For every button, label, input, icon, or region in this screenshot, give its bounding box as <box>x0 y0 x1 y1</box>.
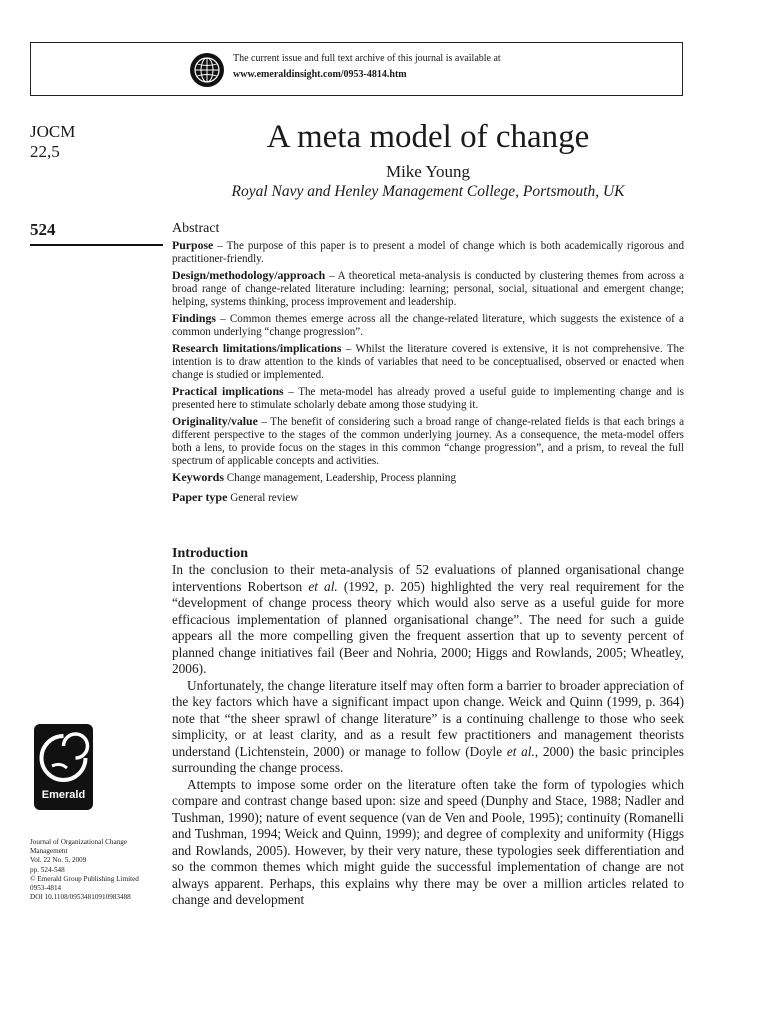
abstract-limitations-label: Research limitations/implications <box>172 341 342 355</box>
abstract-practical <box>172 385 684 412</box>
introduction-paragraph-1 <box>172 562 684 678</box>
abstract-practical-text: – The meta-model has already proved a useful guide to implementing change and is presented here to stimulate scholarly debate among those studying it. <box>172 386 685 411</box>
journal-volume: 22,5 <box>30 142 60 161</box>
keywords-label: Keywords <box>172 470 224 484</box>
p1-text-b: (1992, p. 205) highlighted the very real requirement for the “development of change process theory which would also serve as a useful guide for more efficacious implementation of planned organisational change”. The need for such a guide appears all the more compelling given the frequent assertion that up to seventy percent of planned change initiatives fail (Beer and Nohria, 2000; Higgs and Rowlands, 2005; Wheatley, 2006). <box>172 578 684 676</box>
author-affiliation: Royal Navy and Henley Management College, Portsmouth, UK <box>231 183 625 200</box>
abstract-originality-label: Originality/value <box>172 414 258 428</box>
abstract-design <box>172 269 684 309</box>
abstract-purpose-label: Purpose <box>172 238 214 252</box>
abstract-practical-label: Practical implications <box>172 384 284 398</box>
paper-type-label: Paper type <box>172 490 228 504</box>
article-author: Mike Young <box>385 162 471 181</box>
pubinfo-line: Vol. 22 No. 5, 2009 <box>30 856 87 865</box>
pubinfo-line: Management <box>30 847 68 856</box>
abstract-findings-text: – Common themes emerge across all the change-related literature, which suggests the existence of a common underlying “change progression”. <box>172 313 684 338</box>
abstract-limitations-text: – Whilst the literature covered is extensive, it is not comprehensive. The intention is to draw attention to the kinds of variables that need to be conceptualised, observed or enacted when change is studied or implemented. <box>172 343 684 381</box>
abstract-findings <box>172 312 684 339</box>
emerald-logo-icon <box>34 728 93 790</box>
globe-icon <box>189 52 225 88</box>
paper-type-text: General review <box>230 492 299 504</box>
p1-citation-etal: et al. <box>308 578 338 594</box>
availability-banner <box>30 42 683 96</box>
emerald-logo <box>34 724 93 810</box>
pubinfo-line: 0953-4814 <box>30 884 62 893</box>
abstract-originality-text: – The benefit of considering such a broad range of change-related fields is that each brings a different perspective to the stages of the common underlying journey. As a consequence, the meta-model offers both a lens, to provide focus on the stages in this common “change progression”, and a prism, to reveal the full spectrum of applicable concepts and activities. <box>172 416 684 467</box>
abstract-design-label: Design/methodology/approach <box>172 268 326 282</box>
journal-code-block <box>30 122 75 162</box>
pubinfo-line: © Emerald Group Publishing Limited <box>30 874 139 883</box>
pubinfo-line: Journal of Organizational Change <box>30 838 128 846</box>
banner-text: The current issue and full text archive of this journal is available at <box>233 53 501 64</box>
keywords <box>172 471 684 485</box>
keywords-text: Change management, Leadership, Process planning <box>226 472 456 484</box>
paper-type <box>172 491 684 505</box>
emerald-logo-text: Emerald <box>41 789 86 801</box>
introduction-paragraph-3: Attempts to impose some order on the literature often take the form of typologies which compare and contrast change based upon: size and speed (Dunphy and Stace, 1988; Nadler and Tushman, 1990); nature of event sequence (van de Ven and Poole, 1995); continuity (Romanelli and Tushman, 1994; Weick and Quinn, 1999); and degree of complexity and uniformity (Higgs and Rowlands, 2005). However, by their very nature, these typologies seek differentiation and so the common themes which might guide the successful implementation of change are not always apparent. Perhaps, this explains why there may be over a million articles related to change and development <box>172 776 684 907</box>
abstract <box>172 221 684 511</box>
page-number: 524 <box>30 220 56 239</box>
banner-url-link[interactable]: www.emeraldinsight.com/0953-4814.htm <box>233 69 407 80</box>
p2-text-b: , 2000) the basic principles surrounding the change process. <box>172 743 684 775</box>
abstract-limitations <box>172 342 684 382</box>
abstract-originality <box>172 415 684 468</box>
journal-code: JOCM <box>30 122 76 141</box>
p2-text-a: Unfortunately, the change literature itself may often form a barrier to broader appreciation of the key factors which have a significant impact upon change. Weick and Quinn (1999, p. 364) note that “the sheer sprawl of change literature” is a continuing challenge to those who seek simplicity, or at least clarity, and as a result few practitioners and management theorists understand (Lichtenstein, 2000) or manage to follow (Doyle <box>172 677 684 759</box>
publication-info <box>30 838 170 902</box>
abstract-purpose <box>172 239 684 266</box>
pubinfo-line: pp. 524-548 <box>30 865 65 874</box>
page-number-rule <box>30 244 163 246</box>
abstract-purpose-text: – The purpose of this paper is to present a model of change which is both academically rigorous and practitioner-friendly. <box>172 240 684 265</box>
article-title: A meta model of change <box>266 119 590 155</box>
abstract-findings-label: Findings <box>172 311 216 325</box>
pubinfo-line: DOI 10.1108/09534810910983488 <box>30 893 131 902</box>
abstract-heading: Abstract <box>172 221 220 236</box>
p2-citation-etal: et al. <box>506 743 535 759</box>
abstract-design-text: – A theoretical meta-analysis is conducted by clustering themes from across a broad range of change-related literature including: learning; personal, social, situational and emergent change; helping, systems thinking, process improvement and leadership. <box>172 270 684 308</box>
introduction-heading: Introduction <box>172 546 248 561</box>
p1-text-a: In the conclusion to their meta-analysis of 52 evaluations of planned organisational change interventions Robertson <box>172 562 684 594</box>
introduction-paragraph-2 <box>172 678 684 777</box>
introduction <box>172 545 684 909</box>
